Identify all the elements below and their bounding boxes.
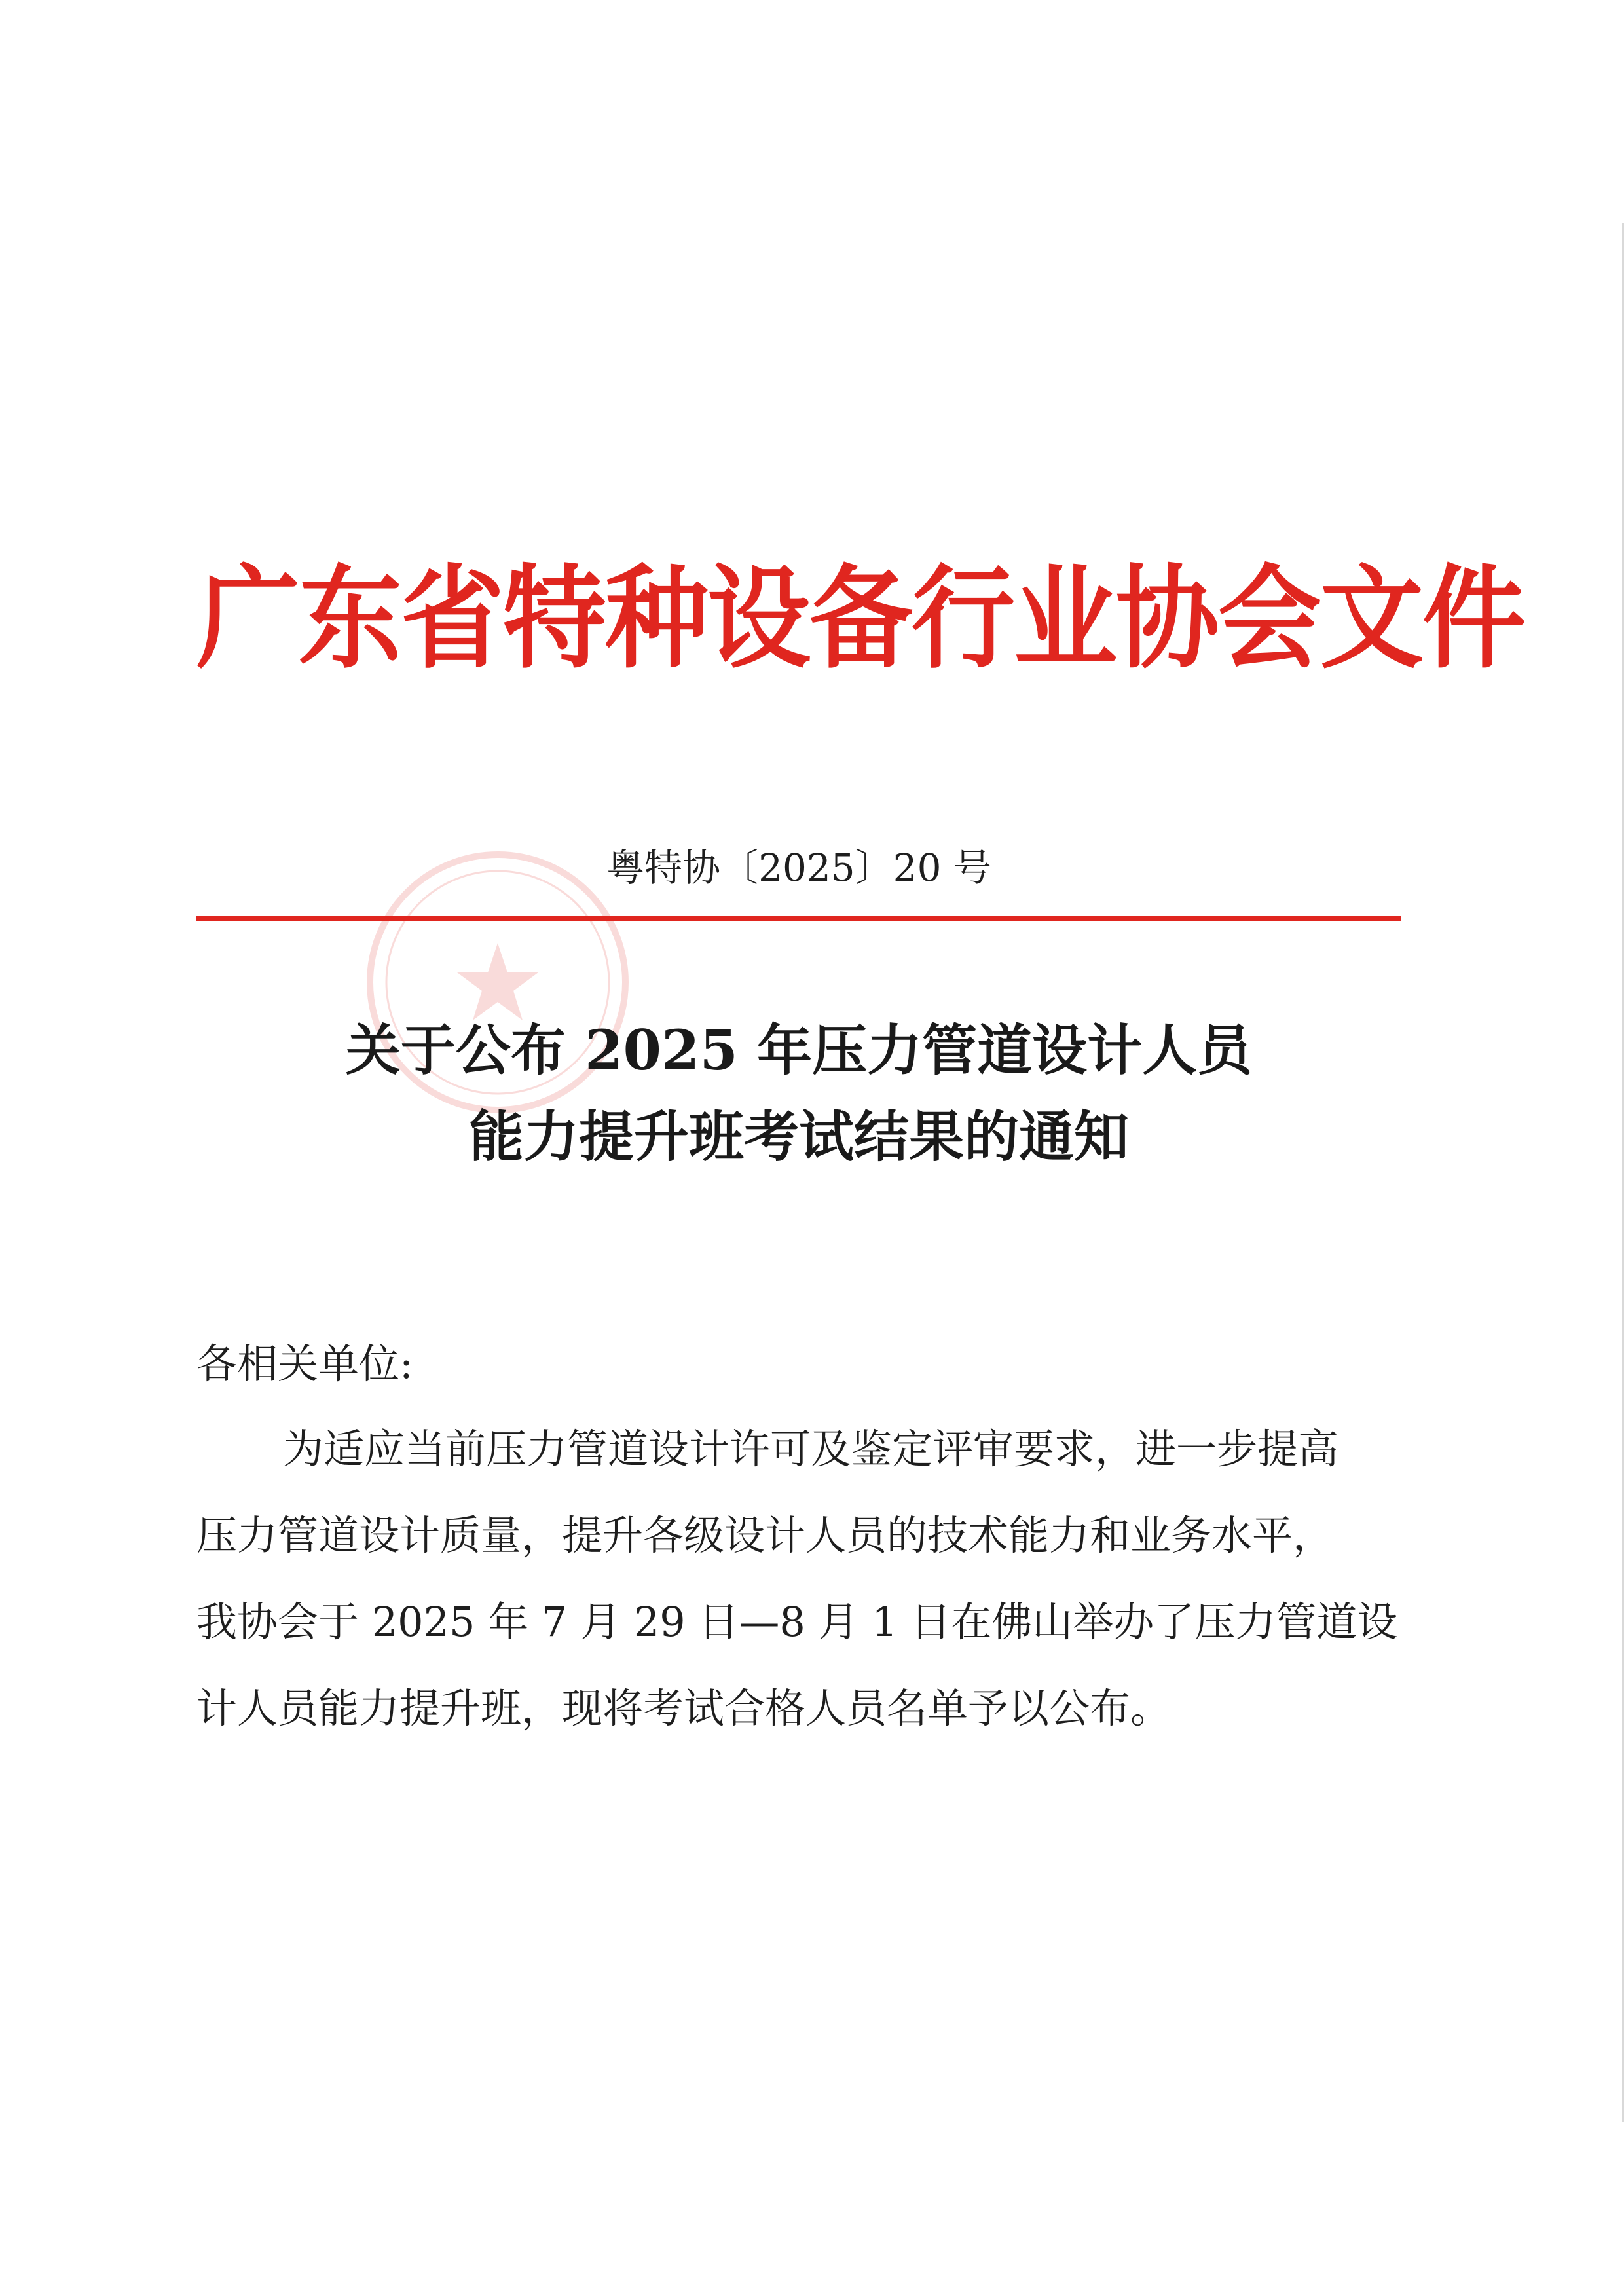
organization-masthead: 广东省特种设备行业协会文件 — [196, 553, 1524, 684]
header-red-rule — [196, 916, 1401, 921]
body-paragraph-line: 为适应当前压力管道设计许可及鉴定评审要求，进一步提高 — [283, 1425, 1339, 1473]
body-paragraph-line: 压力管道设计质量，提升各级设计人员的技术能力和业务水平， — [196, 1511, 1334, 1559]
body-paragraph-line: 计人员能力提升班，现将考试合格人员名单予以公布。 — [196, 1684, 1172, 1732]
notice-title-line-1: 关于公布 2025 年压力管道设计人员 — [345, 1018, 1253, 1083]
notice-title-line-2: 能力提升班考试结果的通知 — [468, 1104, 1129, 1169]
salutation: 各相关单位: — [196, 1340, 413, 1388]
body-paragraph-line: 我协会于 2025 年 7 月 29 日—8 月 1 日在佛山举办了压力管道设 — [196, 1598, 1398, 1646]
document-number: 粤特协〔2025〕20 号 — [606, 845, 991, 890]
